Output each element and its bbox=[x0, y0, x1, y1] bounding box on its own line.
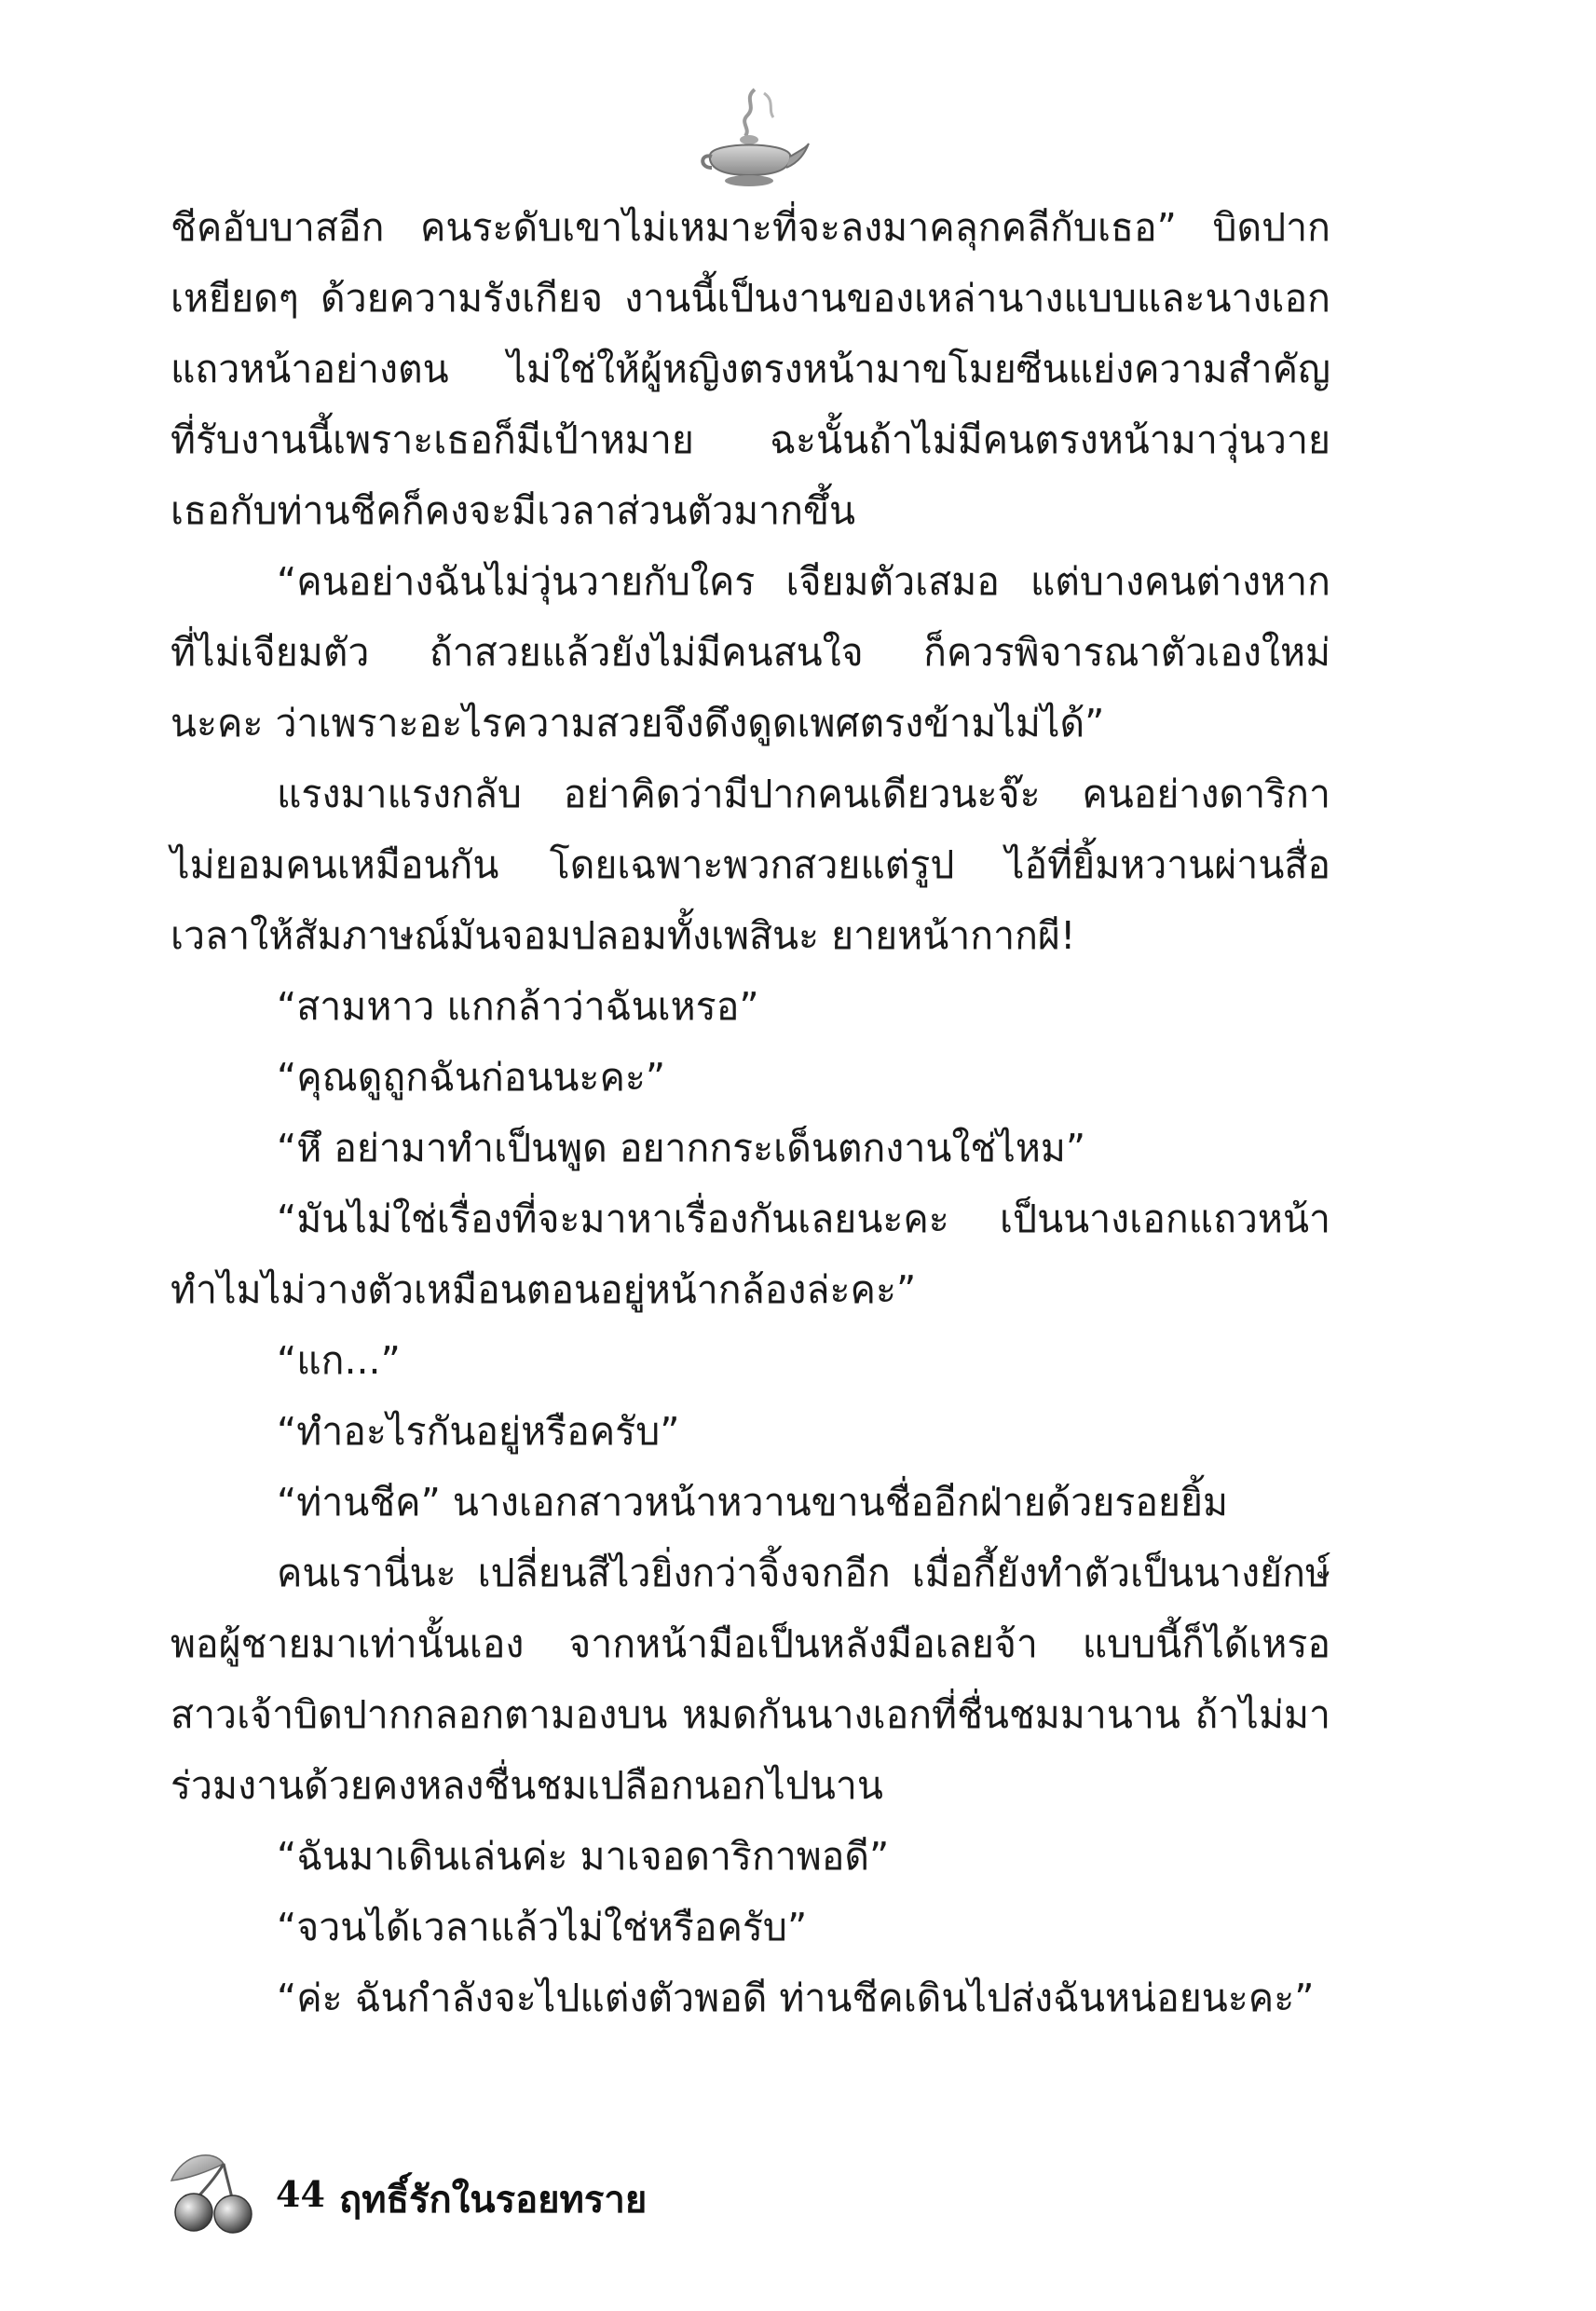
text-line: “หึ อย่ามาทำเป็นพูด อยากกระเด็นตกงานใช่ไหม” bbox=[277, 1126, 1086, 1170]
text-line: “ท่านชีค” นางเอกสาวหน้าหวานขานชื่ออีกฝ่ายด้วยรอยยิ้ม bbox=[277, 1480, 1229, 1525]
paragraph bbox=[171, 1183, 1330, 1325]
text-line: ที่ไม่เจียมตัว ถ้าสวยแล้วยังไม่มีคนสนใจ ก็ควรพิจารณาตัวเองใหม่ bbox=[171, 630, 1330, 675]
text-line: เหยียดๆ ด้วยความรังเกียจ งานนี้เป็นงานของเหล่านางแบบและนางเอก bbox=[171, 276, 1330, 321]
book-title: ฤทธิ์รักในรอยทราย bbox=[339, 2179, 648, 2222]
text-line: คนเรานี่นะ เปลี่ยนสีไวยิ่งกว่าจิ้งจกอีก เมื่อกี้ยังทำตัวเป็นนางยักษ์ bbox=[277, 1551, 1330, 1595]
paragraph bbox=[171, 1396, 1330, 1467]
text-line: ที่รับงานนี้เพราะเธอก็มีเป้าหมาย ฉะนั้นถ้าไม่มีคนตรงหน้ามาวุ่นวาย bbox=[171, 417, 1330, 462]
paragraph bbox=[171, 1325, 1330, 1396]
paragraph bbox=[171, 1042, 1330, 1113]
paragraph bbox=[171, 1821, 1330, 1892]
text-line: เวลาให้สัมภาษณ์มันจอมปลอมทั้งเพสินะ ยายหน้ากากผี! bbox=[171, 913, 1076, 958]
page-footer bbox=[166, 2143, 911, 2246]
text-line: “คุณดูถูกฉันก่อนนะคะ” bbox=[277, 1055, 666, 1100]
page-number: 44 bbox=[276, 2173, 325, 2215]
paragraph bbox=[171, 1467, 1330, 1538]
text-line: “สามหาว แกกล้าว่าฉันเหรอ” bbox=[277, 984, 759, 1029]
story-text bbox=[171, 192, 1330, 2033]
paragraph bbox=[171, 759, 1330, 971]
text-line: ชีคอับบาสอีก คนระดับเขาไม่เหมาะที่จะลงมาคลุกคลีกับเธอ” บิดปาก bbox=[171, 205, 1330, 250]
text-line: “ทำอะไรกันอยู่หรือครับ” bbox=[277, 1409, 680, 1454]
paragraph bbox=[171, 192, 1330, 546]
paragraph bbox=[171, 1962, 1330, 2033]
text-line: แถวหน้าอย่างตน ไม่ใช่ให้ผู้หญิงตรงหน้ามาขโมยซีนแย่งความสำคัญ bbox=[171, 347, 1330, 391]
paragraph bbox=[171, 1892, 1330, 1962]
text-line: เธอกับท่านชีคก็คงจะมีเวลาส่วนตัวมากขึ้น bbox=[171, 488, 856, 533]
paragraph bbox=[171, 1113, 1330, 1183]
text-line: “มันไม่ใช่เรื่องที่จะมาหาเรื่องกันเลยนะคะ เป็นนางเอกแถวหน้า bbox=[277, 1197, 1330, 1241]
text-line: แรงมาแรงกลับ อย่าคิดว่ามีปากคนเดียวนะจ๊ะ คนอย่างดาริกา bbox=[277, 772, 1330, 816]
text-line: “ค่ะ ฉันกำลังจะไปแต่งตัวพอดี ท่านชีคเดินไปส่งฉันหน่อยนะคะ” bbox=[277, 1976, 1315, 2020]
paragraph bbox=[171, 1538, 1330, 1821]
cherries-icon bbox=[166, 2143, 259, 2236]
text-line: นะคะ ว่าเพราะอะไรความสวยจึงดึงดูดเพศตรงข้ามไม่ได้” bbox=[171, 701, 1105, 745]
paragraph bbox=[171, 971, 1330, 1042]
text-line: ทำไมไม่วางตัวเหมือนตอนอยู่หน้ากล้องล่ะคะ” bbox=[171, 1267, 917, 1312]
text-line: “แก...” bbox=[277, 1338, 401, 1383]
text-line: “จวนได้เวลาแล้วไม่ใช่หรือครับ” bbox=[277, 1905, 808, 1949]
text-line: ไม่ยอมคนเหมือนกัน โดยเฉพาะพวกสวยแต่รูป ไอ้ที่ยิ้มหวานผ่านสื่อ bbox=[171, 842, 1330, 887]
genie-lamp-icon bbox=[689, 82, 811, 194]
text-line: ร่วมงานด้วยคงหลงชื่นชมเปลือกนอกไปนาน bbox=[171, 1763, 883, 1808]
paragraph bbox=[171, 546, 1330, 759]
text-line: สาวเจ้าบิดปากกลอกตามองบน หมดกันนางเอกที่ชื่นชมมานาน ถ้าไม่มา bbox=[171, 1692, 1330, 1737]
text-line: พอผู้ชายมาเท่านั้นเอง จากหน้ามือเป็นหลังมือเลยจ้า แบบนี้ก็ได้เหรอ bbox=[171, 1621, 1330, 1666]
text-line: “ฉันมาเดินเล่นค่ะ มาเจอดาริกาพอดี” bbox=[277, 1834, 890, 1879]
text-line: “คนอย่างฉันไม่วุ่นวายกับใคร เจียมตัวเสมอ แต่บางคนต่างหาก bbox=[277, 559, 1330, 604]
